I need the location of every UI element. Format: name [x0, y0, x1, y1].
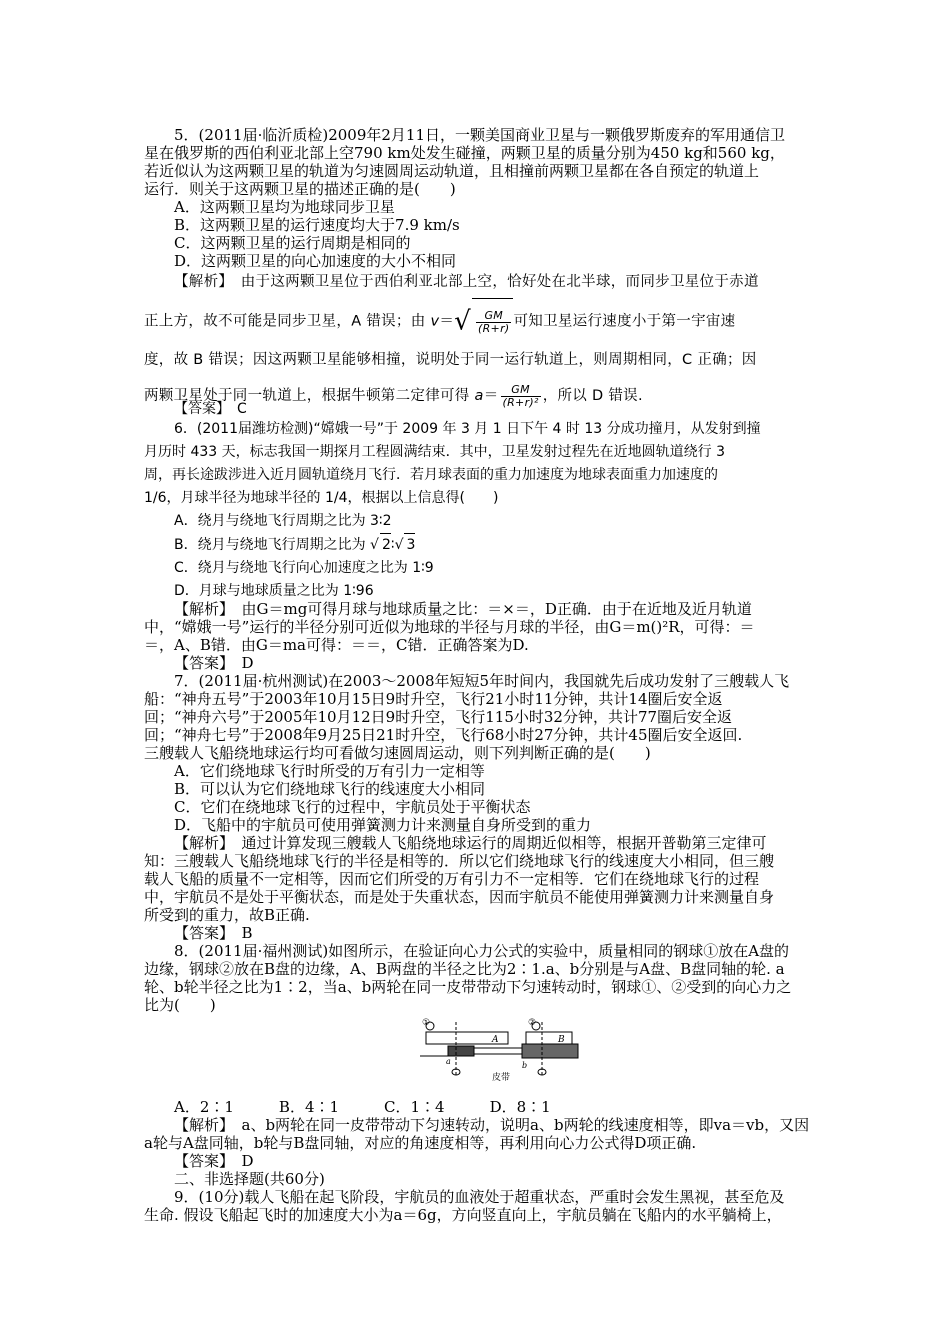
q6-line-1: 6．(2011届潍坊检测)“嫦娥一号”于 2009 年 3 月 1 日下午 4 时 13 分成功撞月，从发射到撞 — [174, 421, 761, 437]
q5-line-3: 若近似认为这两颗卫星的轨道为匀速圆周运动轨道，且相撞前两颗卫星都在各自预定的轨道上 — [144, 162, 760, 180]
section-heading: 二、非选择题(共60分) — [174, 1170, 325, 1188]
q5-analysis-line-4: 两颗卫星处于同一轨道上，根据牛顿第二定律可得 a＝ $\frac{GM}{\text{(R+r)²}}$ ，所以 D 错误. — [144, 382, 643, 409]
q5-analysis — [144, 268, 812, 416]
q8-analysis-line-1: 【解析】 a、b两轮在同一皮带带动下匀速转动，说明a、b两轮的线速度相等，即va＝vb，又因 — [174, 1116, 810, 1134]
sqrt-radicand — [472, 298, 513, 345]
q7-line-2: 船：“神舟五号”于2003年10月15日9时升空，飞行21小时11分钟，共计14圈后安全返 — [144, 690, 723, 708]
q7-analysis-line-4: 中，宇航员不是处于平衡状态，而是处于失重状态，因而宇航员不能使用弹簧测力计来测量自身 — [144, 888, 775, 906]
q6-option-a: A．绕月与绕地飞行周期之比为 3∶2 — [174, 513, 392, 529]
q8-analysis-line-2: a轮与A盘同轴，b轮与B盘同轴，对应的角速度相等，再利用向心力公式得D项正确. — [144, 1134, 697, 1152]
question-7 — [144, 672, 812, 942]
q8-answer: 【答案】 D — [174, 1152, 254, 1170]
label-ball-1: ① — [422, 1018, 431, 1028]
centripetal-apparatus-figure — [418, 1018, 586, 1088]
q9-line-2: 生命. 假设飞船起飞时的加速度大小为a＝6g，方向竖直向上，宇航员躺在飞船内的水平躺椅上， — [144, 1206, 782, 1224]
q7-answer: 【答案】 B — [174, 924, 253, 942]
label-wheel-b: b — [522, 1061, 528, 1070]
q7-line-4: 回；“神舟七号”于2008年9月25日21时升空，飞行68小时27分钟，共计45圈后安全返回. — [144, 726, 743, 744]
question-6 — [144, 418, 812, 603]
q7-analysis-line-3: 载人飞船的质量不一定相等，因而它们所受的万有引力不一定相等．它们在绕地球飞行的过程 — [144, 870, 760, 888]
q6-line-4: 1/6，月球半径为地球半径的 1/4，根据以上信息得( ) — [144, 490, 499, 506]
q6-answer: 【答案】 D — [174, 654, 254, 672]
q6-line-3: 周，再长途跋涉进入近月圆轨道绕月飞行．若月球表面的重力加速度为地球表面重力加速度的 — [144, 467, 718, 483]
q6-option-c: C．绕月与绕地飞行向心加速度之比为 1∶9 — [174, 560, 434, 576]
label-belt: 皮带 — [492, 1073, 511, 1083]
q6-option-b: B．绕月与绕地飞行周期之比为 √ 2∶√ 3 — [144, 533, 812, 557]
q5-line-4: 运行．则关于这两颗卫星的描述正确的是( ) — [144, 180, 456, 198]
wheel-a — [448, 1046, 474, 1056]
sqrt-symbol: √ — [454, 306, 472, 337]
q5-analysis-line-1: 【解析】 由于这两颗卫星位于西伯利亚北部上空，恰好处在北半球，而同步卫星位于赤道 — [174, 274, 759, 290]
disc-b — [526, 1032, 572, 1044]
q5-option-c: C．这两颗卫星的运行周期是相同的 — [174, 234, 411, 252]
q8-options: A．2∶1 B．4∶1 C．1∶4 D．8∶1 — [174, 1098, 551, 1116]
q6-analysis-line-1: 【解析】 由G＝mg可得月球与地球质量之比：＝×＝，D正确．由于在近地及近月轨道 — [174, 600, 752, 618]
q6-analysis — [144, 600, 812, 672]
q8-tail — [144, 1098, 812, 1224]
q8-line-3: 轮、b轮半径之比为1∶2，当a、b两轮在同一皮带带动下匀速转动时，钢球①、②受到的向心力之 — [144, 978, 792, 996]
q7-analysis-line-2: 知：三艘载人飞船绕地球飞行的半径是相等的．所以它们绕地球飞行的线速度大小相同，但三艘 — [144, 852, 775, 870]
q5-option-b: B．这两颗卫星的运行速度均大于7.9 km/s — [174, 216, 460, 234]
q5-analysis-line-2: 正上方，故不可能是同步卫星，A 错误；由 v＝√ $\frac{GM}{(R+r)}$ 可知卫星运行速度小于第一宇宙速 — [144, 298, 812, 344]
q5-analysis-line-3: 度，故 B 错误；因这两颗卫星能够相撞，说明处于同一运行轨道上，则周期相同，C 正确；因 — [144, 352, 757, 368]
q9-line-1: 9．(10分)载人飞船在起飞阶段，宇航员的血液处于超重状态，严重时会发生黑视，甚至危及 — [174, 1188, 785, 1206]
q7-line-5: 三艘载人飞船绕地球运行均可看做匀速圆周运动，则下列判断正确的是( ) — [144, 744, 651, 762]
q8-line-4: 比为( ) — [144, 996, 216, 1014]
fraction-gm-over-r2: $\frac{GM}{\text{(R+r)²}}$ — [502, 382, 539, 409]
q6-analysis-line-3: ＝，A、B错．由G＝ma可得：＝＝，C错．正确答案为D. — [144, 636, 529, 654]
q7-analysis-line-1: 【解析】 通过计算发现三艘载人飞船绕地球运行的周期近似相等，根据开普勒第三定律可 — [174, 834, 767, 852]
q7-option-c: C．它们在绕地球飞行的过程中，宇航员处于平衡状态 — [174, 798, 531, 816]
q6-analysis-line-2: 中，“嫦娥一号”运行的半径分别可近似为地球的半径与月球的半径，由G＝m()²R，可得：＝ — [144, 618, 755, 636]
q7-line-3: 回；“神舟六号”于2005年10月12日9时升空，飞行115小时32分钟，共计77圈后安全返 — [144, 708, 733, 726]
q6-option-d: D．月球与地球质量之比为 1∶96 — [174, 583, 374, 599]
q6-line-2: 月历时 433 天，标志我国一期探月工程圆满结束．其中，卫星发射过程先在近地圆轨道绕行 3 — [144, 444, 725, 460]
question-8 — [144, 942, 812, 1014]
label-disc-b: B — [558, 1035, 565, 1045]
q7-option-a: A．它们绕地球飞行时所受的万有引力一定相等 — [174, 762, 485, 780]
wheel-b — [522, 1044, 578, 1058]
fraction-gm-over-r: $\frac{GM}{(R+r)}$ — [478, 308, 510, 335]
q7-option-d: D．飞船中的宇航员可使用弹簧测力计来测量自身所受到的重力 — [174, 816, 592, 834]
q8-line-1: 8．(2011届·福州测试)如图所示，在验证向心力公式的实验中，质量相同的钢球①放在A盘的 — [174, 942, 790, 960]
q5-answer-text: 【答案】 C — [174, 401, 247, 417]
q5-option-d: D．这两颗卫星的向心加速度的大小不相同 — [174, 252, 457, 270]
label-wheel-a: a — [446, 1057, 451, 1066]
q7-analysis-line-5: 所受到的重力，故B正确. — [144, 906, 310, 924]
q8-line-2: 边缘，钢球②放在B盘的边缘，A、B两盘的半径之比为2∶1.a、b分别是与A盘、B盘同轴的轮. a — [144, 960, 785, 978]
q7-line-1: 7．(2011届·杭州测试)在2003～2008年短短5年时间内，我国就先后成功发射了三艘载人飞 — [174, 672, 790, 690]
q7-option-b: B．可以认为它们绕地球飞行的线速度大小相同 — [174, 780, 486, 798]
question-5 — [144, 126, 812, 270]
label-ball-2: ② — [528, 1018, 537, 1028]
label-disc-a: A — [492, 1035, 499, 1045]
q5-option-a: A．这两颗卫星均为地球同步卫星 — [174, 198, 395, 216]
q5-line-2: 星在俄罗斯的西伯利亚北部上空790 km处发生碰撞，两颗卫星的质量分别为450 kg和560 kg， — [144, 144, 785, 162]
q5-line-1: 5．(2011届·临沂质检)2009年2月11日，一颗美国商业卫星与一颗俄罗斯废弃的军用通信卫 — [174, 126, 785, 144]
